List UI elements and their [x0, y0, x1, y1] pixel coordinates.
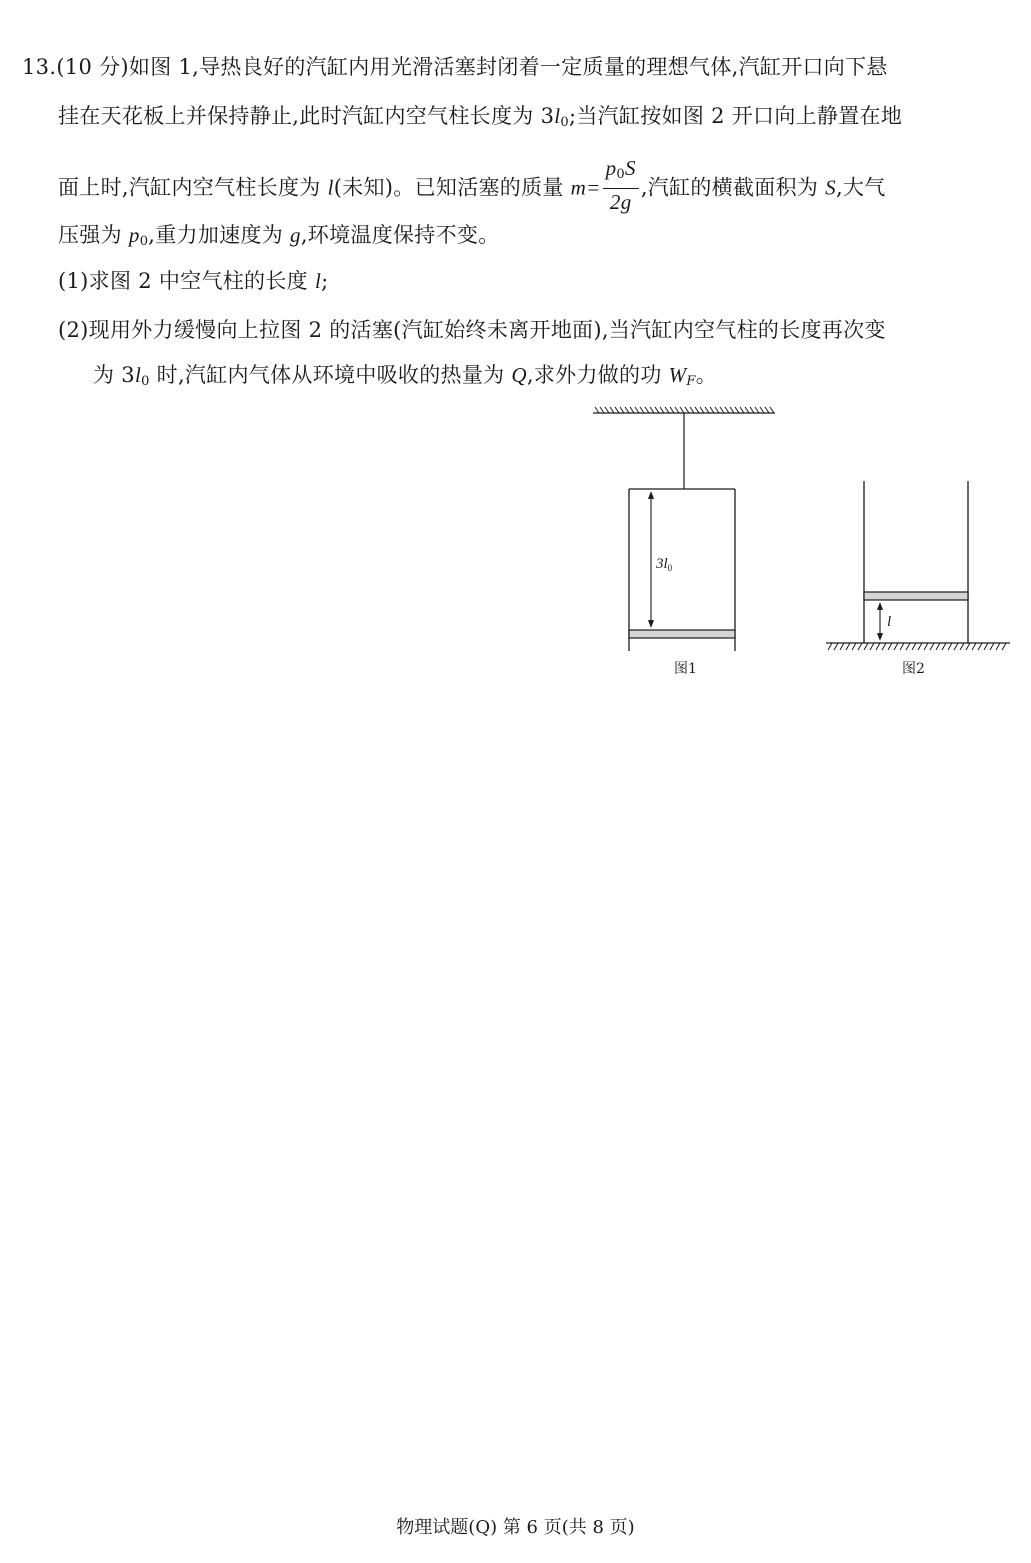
text-fragment: (未知)。已知活塞的质量 — [333, 175, 571, 200]
text-fragment: (1)求图 2 中空气柱的长度 — [58, 269, 315, 293]
math-var-l: l — [554, 104, 561, 128]
fig1-label: 图1 — [674, 661, 697, 677]
text-fragment: ,求外力做的功 — [526, 363, 669, 387]
math-sub-0: 0 — [139, 234, 149, 249]
math-var-l: l — [134, 363, 142, 387]
text-fragment: (2)现用外力缓慢向上拉图 2 的活塞(汽缸始终未离开地面),当汽缸内空气柱的长度再次变 — [58, 318, 886, 342]
question-number: 13. — [22, 55, 57, 79]
math-var-p: p — [128, 223, 140, 247]
ground — [826, 643, 1010, 650]
question-text: 如图 1,导热良好的汽缸内用光滑活塞封闭着一定质量的理想气体,汽缸开口向下悬 — [128, 55, 888, 79]
math-digit: 3 — [540, 104, 555, 128]
math-sub-0: 0 — [560, 115, 569, 130]
fig2-dimension-label: l — [887, 614, 892, 630]
fig2-label: 图2 — [902, 661, 925, 677]
math-sub-0: 0 — [141, 374, 150, 389]
math-var-l: l — [327, 175, 334, 200]
fig1-piston — [629, 630, 735, 638]
math-digit: 3 — [121, 363, 135, 387]
fig1-cylinder — [629, 489, 735, 651]
question-score: (10 分) — [56, 55, 129, 79]
math-sub-0: 0 — [616, 167, 625, 182]
text-fragment: 。 — [695, 363, 718, 387]
text-fragment: 面上时,汽缸内空气柱长度为 — [58, 175, 328, 200]
math-var-W: W — [668, 363, 687, 387]
text-fragment: ,环境温度保持不变。 — [300, 223, 500, 247]
text-fragment: 挂在天花板上并保持静止,此时汽缸内空气柱长度为 — [58, 104, 541, 128]
page-footer: 物理试题(Q) 第 6 页(共 8 页) — [396, 1517, 635, 1538]
text-fragment: ;当汽缸按如图 2 开口向上静置在地 — [568, 104, 903, 128]
text-fragment: 为 — [93, 363, 122, 387]
math-var-l: l — [314, 269, 322, 293]
text-fragment: 时,汽缸内气体从环境中吸收的热量为 — [149, 363, 512, 387]
fig2-piston — [864, 592, 968, 600]
text-fragment: ; — [321, 269, 329, 293]
text-fragment: ,重力加速度为 — [148, 223, 291, 247]
math-var-Q: Q — [511, 363, 527, 387]
math-var-p: p — [605, 156, 617, 180]
physics-figure — [0, 0, 1031, 700]
ceiling-hatching — [595, 407, 774, 413]
text-fragment: 压强为 — [58, 223, 129, 247]
fraction-denominator: 2g — [609, 190, 632, 214]
fig1-dim-sub: 0 — [667, 563, 673, 573]
ground-hatching — [828, 643, 1006, 650]
math-sub-F: F — [686, 374, 696, 389]
text-fragment: ,大气 — [835, 175, 886, 200]
math-m-eq: m= — [570, 175, 601, 200]
text-fragment: ,汽缸的横截面积为 — [640, 175, 826, 200]
math-var-g: g — [290, 223, 301, 247]
ceiling — [593, 407, 775, 413]
math-var-S: S — [825, 175, 836, 200]
fig1-dim-main: 3l — [656, 556, 668, 572]
fig1-dimension-label — [655, 556, 673, 573]
math-var-S: S — [625, 156, 636, 180]
